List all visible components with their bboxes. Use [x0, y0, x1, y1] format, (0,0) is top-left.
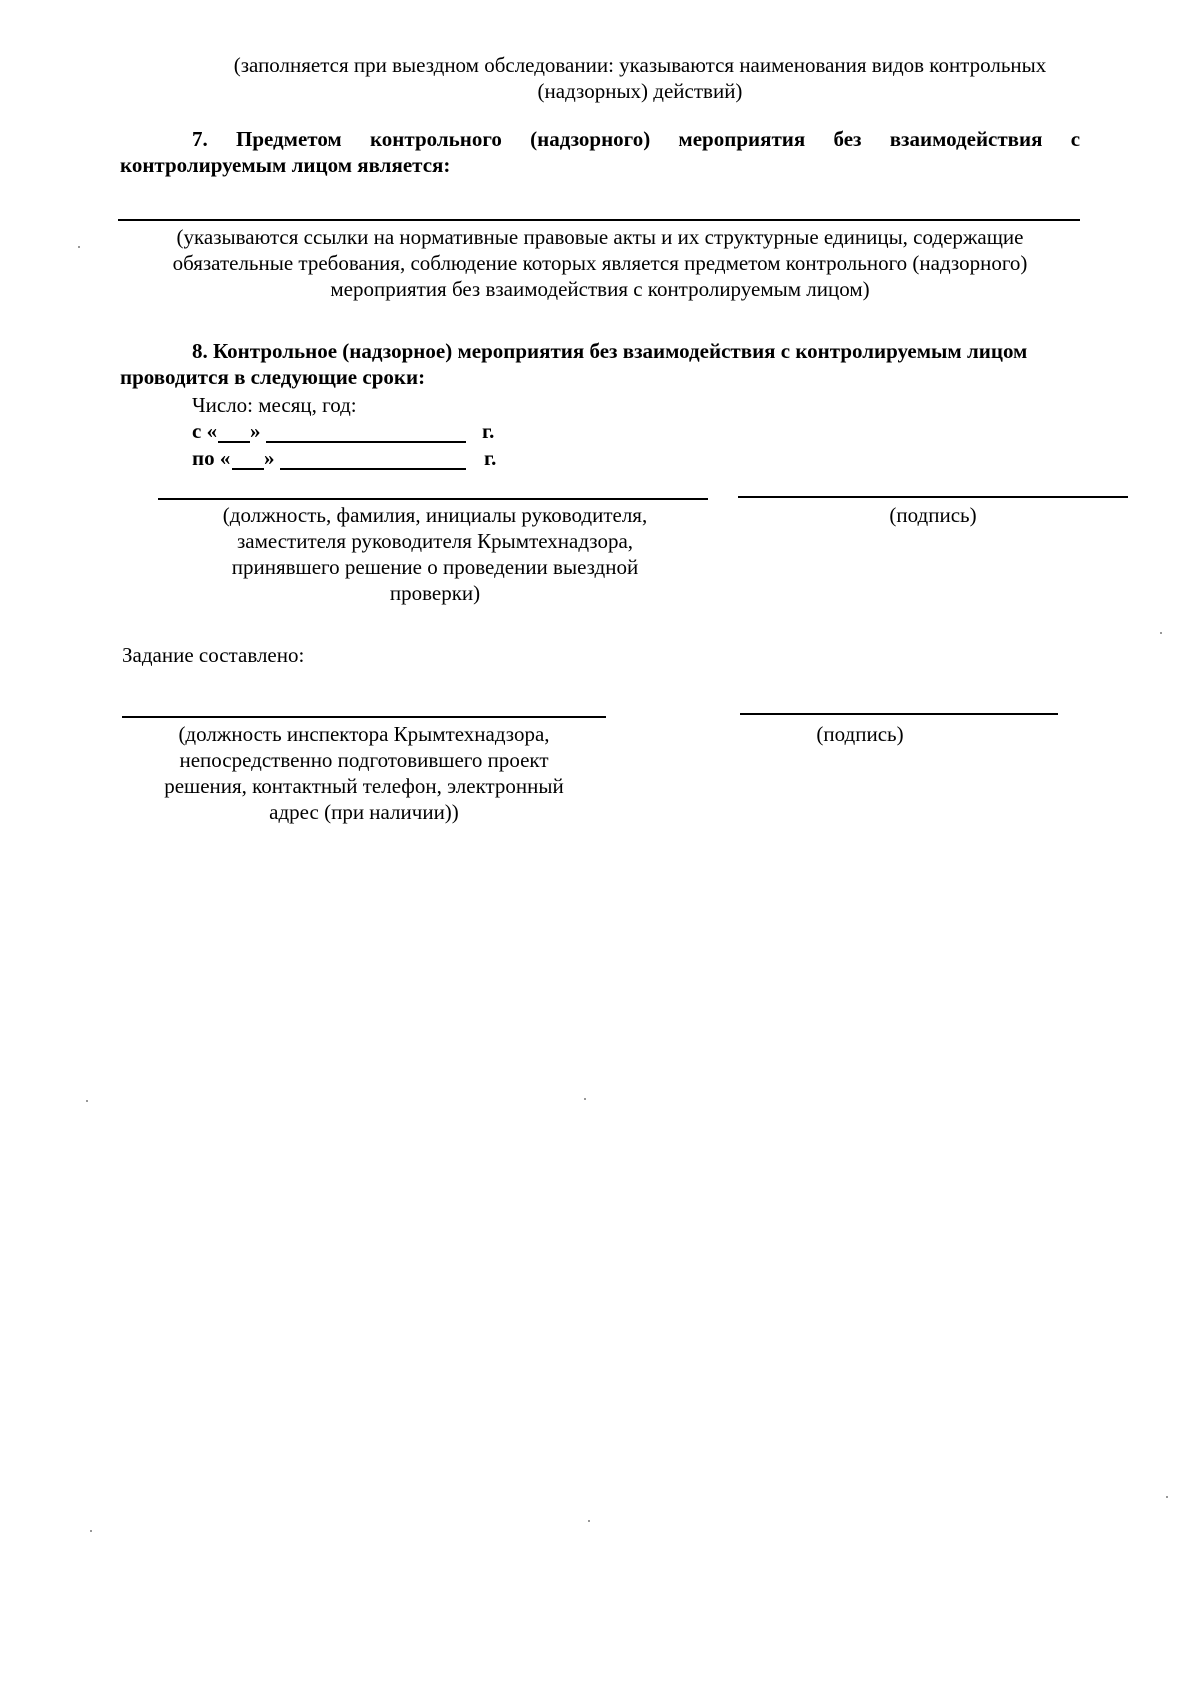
date-from-month-field[interactable] — [266, 441, 466, 443]
section-8-heading-line-1: 8. Контрольное (надзорное) мероприятия без взаимодействия с контролируемым лицом — [192, 339, 1028, 363]
head-signature-note: (подпись) — [889, 503, 977, 527]
date-from-row — [192, 418, 512, 444]
section-7-note-line: мероприятия без взаимодействия с контролируемым лицом) — [330, 277, 870, 301]
section-7-word: контрольного — [369, 127, 502, 151]
section-7-word: взаимодействия — [889, 127, 1043, 151]
section-7-word: мероприятия — [678, 127, 806, 151]
head-position-note-line: принявшего решение о проведении выездной — [231, 555, 639, 579]
section-8-heading-line-2: проводится в следующие сроки: — [120, 365, 426, 389]
section-7-fill-line — [118, 219, 1080, 221]
head-position-note-line: проверки) — [389, 581, 481, 605]
head-position-note-line: (должность, фамилия, инициалы руководителя, — [222, 503, 648, 527]
date-from-day-field[interactable] — [218, 441, 250, 443]
section-7-heading-line-1 — [120, 126, 1080, 152]
section-7-heading — [120, 126, 1080, 178]
date-to-year-suffix: г. — [484, 446, 497, 470]
section-7-note-line: обязательные требования, соблюдение которых является предметом контрольного (надзорного) — [172, 251, 1028, 275]
date-to-month-field[interactable] — [280, 468, 466, 470]
date-to-quote-close: » — [264, 446, 275, 470]
header-note — [150, 52, 1130, 104]
date-from-prefix: с « — [192, 419, 218, 443]
scan-speck — [78, 246, 80, 248]
date-from-year-suffix: г. — [482, 419, 495, 443]
section-7-word: Предметом — [235, 127, 342, 151]
scan-speck — [1166, 1496, 1168, 1498]
head-position-note — [160, 502, 710, 606]
scan-speck — [584, 1098, 586, 1100]
date-to-day-field[interactable] — [232, 468, 264, 470]
section-7-heading-line-2: контролируемым лицом является: — [120, 153, 451, 177]
scan-speck — [588, 1520, 590, 1522]
compiled-label: Задание составлено: — [122, 643, 305, 667]
header-note-line-1: (заполняется при выездном обследовании: указываются наименования видов контрольных — [233, 53, 1047, 77]
inspector-signature-note: (подпись) — [816, 722, 904, 746]
inspector-position-note-line: непосредственно подготовившего проект — [179, 748, 549, 772]
scan-speck — [90, 1530, 92, 1532]
section-7-word: без — [833, 127, 862, 151]
date-format-label: Число: месяц, год: — [192, 393, 357, 417]
scan-speck — [1160, 632, 1162, 634]
inspector-position-line — [122, 716, 606, 718]
scan-speck — [86, 1100, 88, 1102]
date-to-row — [192, 445, 512, 471]
section-7-number: 7. — [192, 127, 208, 151]
inspector-signature-line — [740, 713, 1058, 715]
head-signature-line — [738, 496, 1128, 498]
inspector-position-note-line: (должность инспектора Крымтехнадзора, — [178, 722, 550, 746]
head-position-note-line: заместителя руководителя Крымтехнадзора, — [236, 529, 634, 553]
date-to-prefix: по « — [192, 446, 231, 470]
head-position-line — [158, 498, 708, 500]
section-7-word: с — [1070, 127, 1081, 151]
inspector-position-note-line: решения, контактный телефон, электронный — [164, 774, 564, 798]
section-7-word: (надзорного) — [530, 127, 651, 151]
section-7-note — [120, 224, 1080, 302]
section-8-heading — [120, 338, 1080, 390]
inspector-position-note — [122, 721, 606, 825]
section-7-note-line: (указываются ссылки на нормативные правовые акты и их структурные единицы, содержащие — [176, 225, 1024, 249]
date-from-quote-close: » — [250, 419, 261, 443]
inspector-position-note-line: адрес (при наличии)) — [269, 800, 459, 824]
header-note-line-2: (надзорных) действий) — [537, 79, 743, 103]
